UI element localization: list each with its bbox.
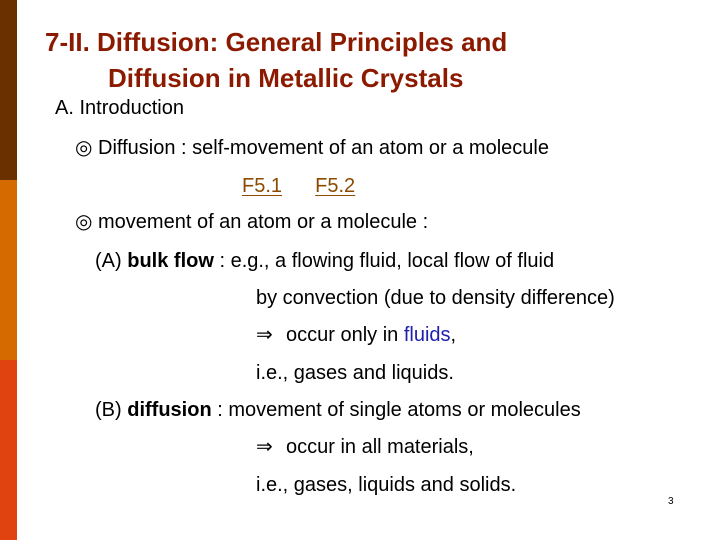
page-number: 3 <box>668 496 674 507</box>
sidebar-accent-middle <box>0 180 17 360</box>
figure-links <box>242 174 355 198</box>
bullet-1 <box>75 136 549 160</box>
item-a-line3-post: , <box>450 324 457 346</box>
bullet-2 <box>75 210 428 234</box>
item-a-rest: : e.g., a flowing fluid, local flow of fluid <box>213 250 555 272</box>
item-b-line2-text: occur in all materials, <box>286 436 474 458</box>
item-a-line3-pre: occur only in <box>286 324 404 346</box>
section-heading: A. Introduction <box>55 97 184 119</box>
slide-title-line1: 7-II. Diffusion: General Principles and <box>45 27 508 57</box>
fluids-highlight: fluids <box>403 324 451 346</box>
item-a-line2: by convection (due to density difference) <box>256 287 615 309</box>
bullet-2-text: movement of an atom or a molecule : <box>98 211 429 233</box>
link-f5-1[interactable]: F5.1 <box>242 175 283 197</box>
item-a-line3 <box>256 323 456 347</box>
item-b-term: diffusion <box>127 399 212 421</box>
double-circle-icon: ◎ <box>75 211 93 233</box>
double-circle-icon: ◎ <box>75 137 93 159</box>
bullet-1-text: Diffusion : self-movement of an atom or a molecule <box>98 137 549 159</box>
item-b-line3: i.e., gases, liquids and solids. <box>256 474 517 496</box>
item-b-prefix: (B) <box>95 399 122 421</box>
item-b-rest: : movement of single atoms or molecules <box>211 399 581 421</box>
implies-arrow-icon: ⇒ <box>256 324 273 346</box>
item-a-line4: i.e., gases and liquids. <box>256 362 454 384</box>
item-b-line2 <box>256 435 474 459</box>
sidebar-accent-bottom <box>0 360 17 540</box>
slide-title-line2: Diffusion in Metallic Crystals <box>108 63 464 93</box>
item-a-prefix: (A) <box>95 250 122 272</box>
sidebar-accent-top <box>0 0 17 180</box>
item-b-line1 <box>95 398 581 422</box>
item-a-line1 <box>95 249 554 273</box>
implies-arrow-icon: ⇒ <box>256 436 273 458</box>
item-a-term: bulk flow <box>127 250 214 272</box>
link-f5-2[interactable]: F5.2 <box>315 175 356 197</box>
